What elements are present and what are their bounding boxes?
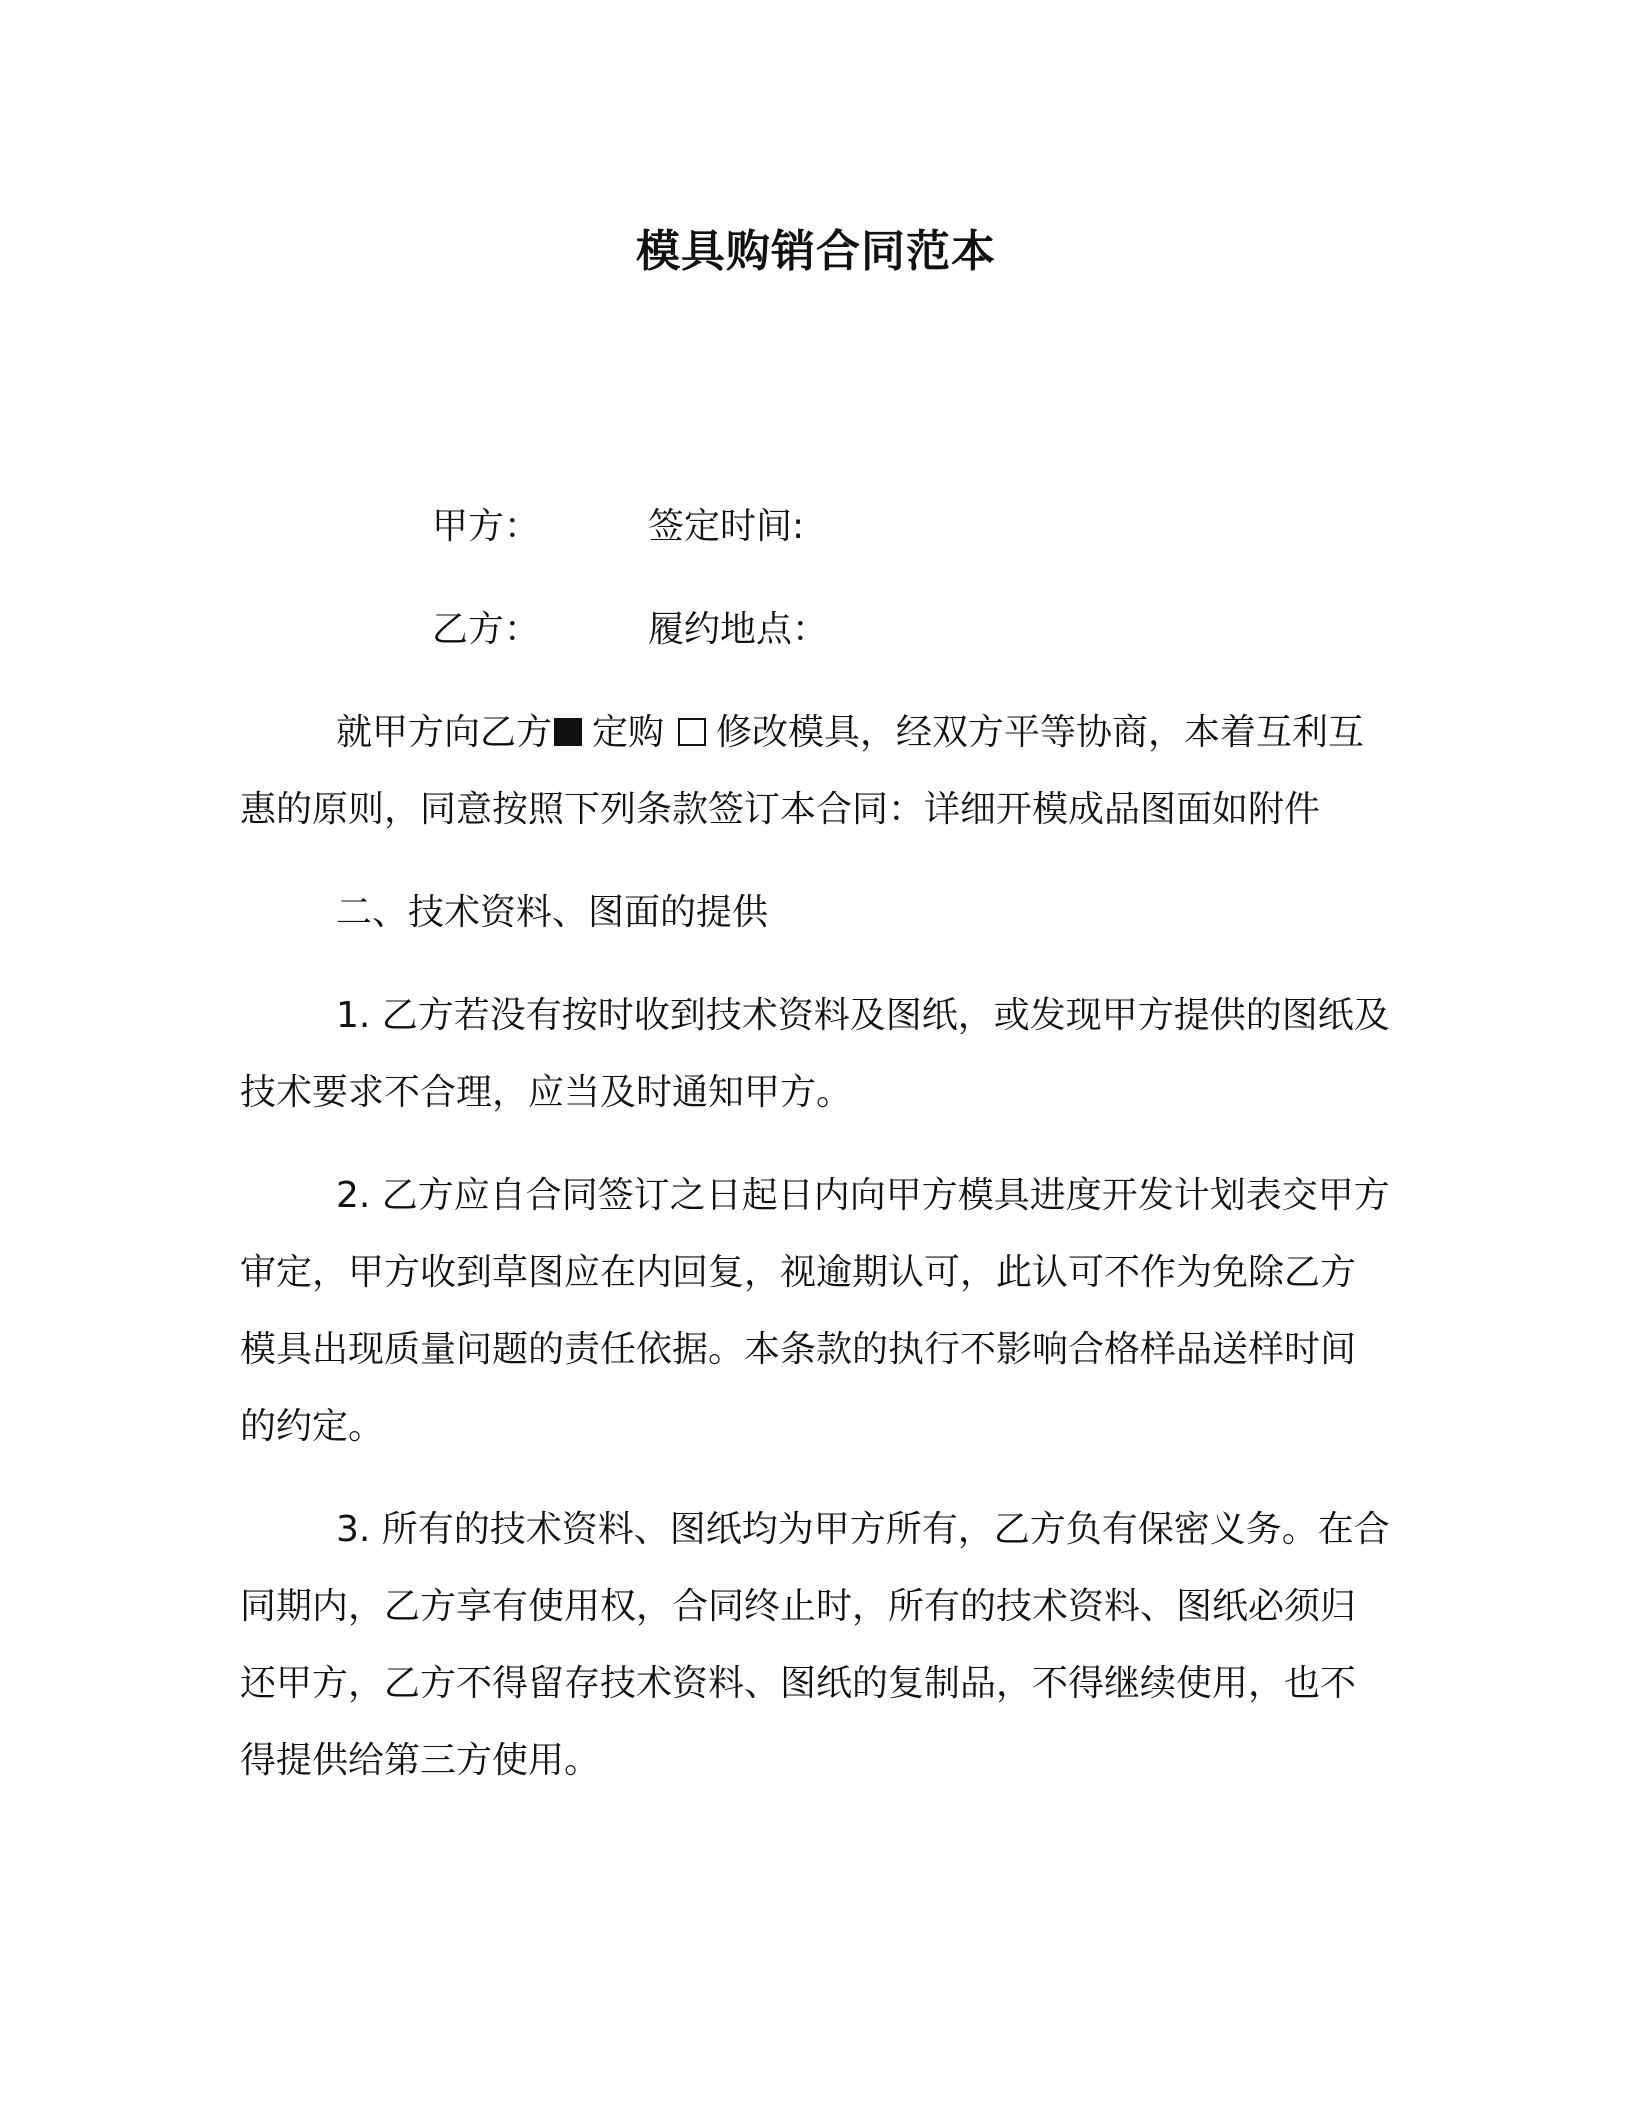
clause-1: 1. 乙方若没有按时收到技术资料及图纸，或发现甲方提供的图纸及技术要求不合理，应当及时通知甲方。 (240, 995, 1390, 1113)
section-2-heading: 二、技术资料、图面的提供 (336, 892, 769, 933)
contract-content (240, 488, 1390, 1825)
party-b-label: 乙方： (432, 609, 541, 650)
page-title: 模具购销合同范本 (636, 226, 996, 277)
intro-option-2: 修改模具，经双方平等协商，本着互利互惠的原则，同意按照下列条款签订本合同：详细开模成品图面如附件 (240, 712, 1365, 830)
performance-place-label: 履约地点： (648, 609, 829, 650)
party-b-line (240, 591, 1390, 668)
clause-2: 2. 乙方应自合同签订之日起日内向甲方模具进度开发计划表交甲方审定，甲方收到草图应在内回复，视逾期认可，此认可不作为免除乙方模具出现质量问题的责任依据。本条款的执行不影响合格样品送样时间的约定。 (240, 1175, 1390, 1447)
modify-checkbox-icon (678, 718, 706, 746)
signing-time-label: 签定时间: (648, 506, 805, 547)
intro-text-1: 就甲方向乙方 (336, 712, 553, 753)
order-checkbox-icon (554, 718, 582, 746)
intro-paragraph (240, 694, 1390, 848)
clause-3: 3. 所有的技术资料、图纸均为甲方所有，乙方负有保密义务。在合同期内，乙方享有使用权，合同终止时，所有的技术资料、图纸必须归还甲方，乙方不得留存技术资料、图纸的复制品，不得继续使用，也不得提供给第三方使用。 (240, 1509, 1390, 1781)
party-a-label: 甲方： (432, 506, 541, 547)
party-a-line (240, 488, 1390, 565)
intro-option-1: 定购 (592, 712, 665, 753)
